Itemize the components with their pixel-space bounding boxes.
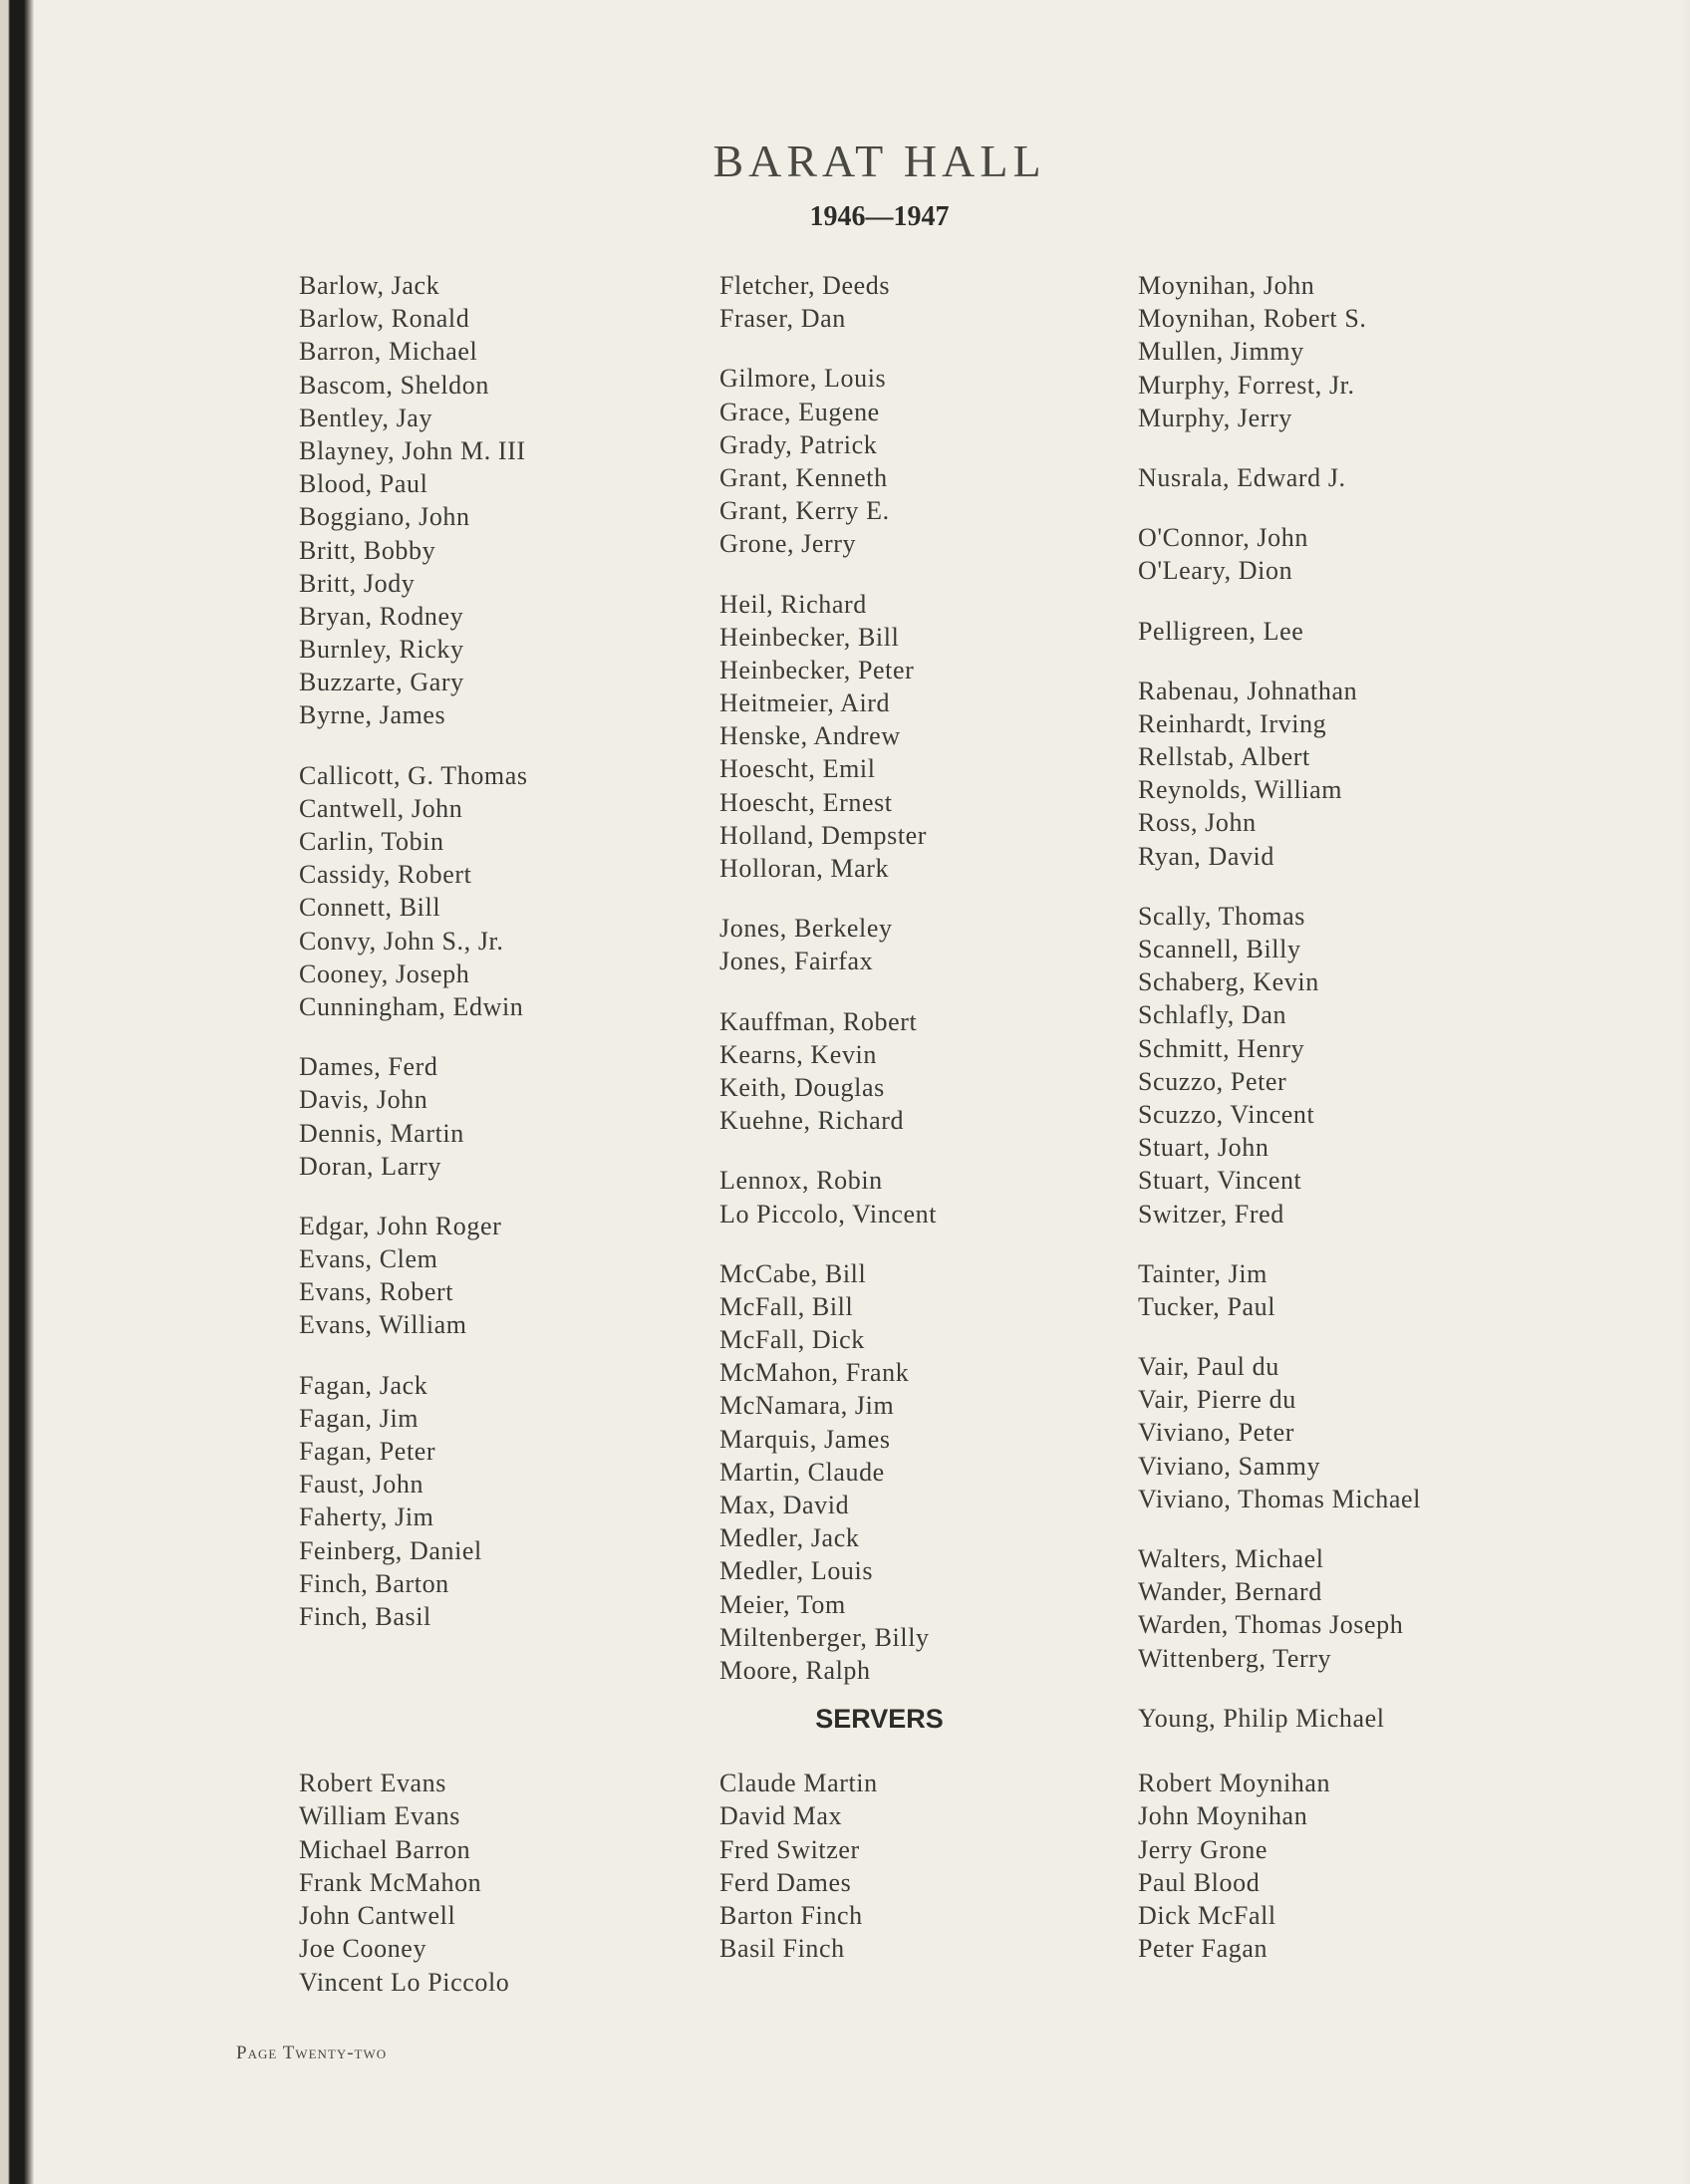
roster-column-1 xyxy=(299,269,528,1660)
roster-name: Pelligreen, Lee xyxy=(1138,616,1304,646)
roster-name: Keith, Douglas xyxy=(719,1072,885,1102)
roster-name: Murphy, Jerry xyxy=(1138,403,1292,432)
roster-name: Wander, Bernard xyxy=(1138,1577,1322,1607)
roster-name: Fraser, Dan xyxy=(719,304,846,334)
roster-name: Evans, Clem xyxy=(299,1244,438,1274)
roster-name: Tucker, Paul xyxy=(1138,1291,1276,1321)
roster-name: Finch, Basil xyxy=(299,1601,431,1631)
roster-name: Tainter, Jim xyxy=(1138,1258,1268,1288)
roster-name: Scuzzo, Peter xyxy=(1138,1066,1287,1096)
server-name: Fred Switzer xyxy=(719,1834,860,1864)
roster-name: Jones, Berkeley xyxy=(719,914,893,944)
roster-name: Lo Piccolo, Vincent xyxy=(719,1199,938,1228)
server-name: Joe Cooney xyxy=(299,1934,427,1964)
roster-name: McMahon, Frank xyxy=(719,1358,910,1388)
roster-name: Gilmore, Louis xyxy=(719,364,887,394)
server-name: William Evans xyxy=(299,1801,460,1831)
server-name: Ferd Dames xyxy=(719,1867,852,1897)
roster-name: Britt, Jody xyxy=(299,568,416,598)
roster-name: Barlow, Ronald xyxy=(299,304,470,334)
name-group xyxy=(719,588,937,886)
name-group xyxy=(719,912,937,977)
roster-name: Dames, Ferd xyxy=(299,1052,438,1082)
server-name: Michael Barron xyxy=(299,1834,471,1864)
roster-name: Heinbecker, Peter xyxy=(719,655,915,684)
roster-name: Convy, John S., Jr. xyxy=(299,926,504,956)
roster-name: Scannell, Billy xyxy=(1138,935,1301,963)
page-number-footer: Page Twenty-two xyxy=(236,2043,388,2063)
roster-name: Hoescht, Ernest xyxy=(719,787,893,817)
servers-column-1 xyxy=(299,1767,509,1999)
servers-heading: SERVERS xyxy=(815,1704,944,1734)
book-binding-edge xyxy=(0,0,34,2184)
roster-name: Faust, John xyxy=(299,1470,424,1500)
roster-name: McFall, Bill xyxy=(719,1291,854,1321)
roster-name: Buzzarte, Gary xyxy=(299,668,464,697)
roster-name: McCabe, Bill xyxy=(719,1258,867,1288)
roster-name: Scally, Thomas xyxy=(1138,901,1305,931)
roster-name: O'Leary, Dion xyxy=(1138,556,1293,586)
roster-name: Ross, John xyxy=(1138,808,1257,838)
servers-column-3 xyxy=(1138,1767,1330,1966)
roster-name: Fagan, Peter xyxy=(299,1437,436,1466)
roster-name: Grant, Kenneth xyxy=(719,462,888,492)
roster-name: Fagan, Jim xyxy=(299,1403,420,1433)
roster-name: Blood, Paul xyxy=(299,469,428,499)
roster-name: Byrne, James xyxy=(299,700,446,730)
roster-name: Switzer, Fred xyxy=(1138,1199,1284,1228)
server-name: Dick McFall xyxy=(1138,1901,1276,1931)
roster-name: Bascom, Sheldon xyxy=(299,370,489,400)
page-subtitle: 1946—1947 xyxy=(809,201,950,232)
roster-name: Medler, Jack xyxy=(719,1523,860,1553)
roster-name: O'Connor, John xyxy=(1138,523,1308,553)
roster-name: Feinberg, Daniel xyxy=(299,1535,482,1565)
name-group xyxy=(299,1369,528,1634)
name-group xyxy=(1138,461,1421,494)
roster-name: Carlin, Tobin xyxy=(299,827,444,856)
server-name: Paul Blood xyxy=(1138,1867,1261,1897)
roster-name: McFall, Dick xyxy=(719,1325,865,1355)
roster-name: Martin, Claude xyxy=(719,1457,885,1487)
roster-name: Cantwell, John xyxy=(299,793,463,823)
roster-column-3 xyxy=(1138,269,1421,1762)
server-name: Claude Martin xyxy=(719,1769,878,1797)
servers-column-2 xyxy=(719,1767,878,1966)
roster-name: Warden, Thomas Joseph xyxy=(1138,1610,1404,1640)
roster-name: Kauffman, Robert xyxy=(719,1006,918,1036)
server-name: Frank McMahon xyxy=(299,1867,482,1897)
roster-name: Britt, Bobby xyxy=(299,535,436,565)
roster-name: Marquis, James xyxy=(719,1424,891,1454)
roster-name: Jones, Fairfax xyxy=(719,947,874,976)
roster-name: Evans, Robert xyxy=(299,1277,454,1307)
roster-name: Moynihan, John xyxy=(1138,271,1315,300)
name-group xyxy=(1138,675,1421,873)
name-group xyxy=(719,269,937,335)
roster-name: Barlow, Jack xyxy=(299,271,440,300)
roster-name: Moynihan, Robert S. xyxy=(1138,304,1367,334)
roster-name: Cooney, Joseph xyxy=(299,958,470,988)
name-group xyxy=(1138,615,1421,648)
roster-name: Faherty, Jim xyxy=(299,1502,434,1532)
roster-name: Grone, Jerry xyxy=(719,529,857,559)
roster-name: Nusrala, Edward J. xyxy=(1138,462,1346,492)
server-name: Robert Moynihan xyxy=(1138,1769,1331,1797)
roster-name: Bryan, Rodney xyxy=(299,601,464,631)
name-group xyxy=(299,269,528,732)
roster-name: Grace, Eugene xyxy=(719,397,880,426)
roster-name: Grady, Patrick xyxy=(719,429,878,459)
roster-name: Scuzzo, Vincent xyxy=(1138,1099,1315,1129)
roster-name: Edgar, John Roger xyxy=(299,1211,502,1240)
roster-name: Viviano, Sammy xyxy=(1138,1451,1321,1481)
roster-name: Meier, Tom xyxy=(719,1589,846,1619)
roster-name: Stuart, John xyxy=(1138,1133,1269,1163)
roster-name: Reynolds, William xyxy=(1138,775,1343,805)
name-group xyxy=(719,1005,937,1138)
roster-name: Fletcher, Deeds xyxy=(719,271,891,300)
roster-name: Cassidy, Robert xyxy=(299,860,472,890)
roster-name: Holloran, Mark xyxy=(719,854,890,883)
roster-name: Holland, Dempster xyxy=(719,820,928,850)
roster-name: Viviano, Thomas Michael xyxy=(1138,1484,1421,1513)
roster-name: Vair, Pierre du xyxy=(1138,1385,1296,1415)
roster-name: Walters, Michael xyxy=(1138,1544,1324,1573)
server-name: Vincent Lo Piccolo xyxy=(299,1967,510,1997)
server-name: John Moynihan xyxy=(1138,1801,1308,1831)
roster-name: Moore, Ralph xyxy=(719,1655,871,1685)
roster-name: Heinbecker, Bill xyxy=(719,622,900,652)
roster-name: Vair, Paul du xyxy=(1138,1352,1279,1382)
server-name: Basil Finch xyxy=(719,1934,845,1964)
roster-name: Connett, Bill xyxy=(299,893,441,923)
server-name: David Max xyxy=(719,1801,843,1831)
roster-name: Murphy, Forrest, Jr. xyxy=(1138,370,1355,400)
roster-name: Stuart, Vincent xyxy=(1138,1166,1302,1196)
roster-name: Boggiano, John xyxy=(299,502,470,532)
roster-name: Max, David xyxy=(719,1491,850,1519)
roster-name: Lennox, Robin xyxy=(719,1166,883,1196)
roster-name: Kearns, Kevin xyxy=(719,1039,877,1069)
roster-name: Grant, Kerry E. xyxy=(719,496,890,526)
roster-name: Kuehne, Richard xyxy=(719,1106,905,1136)
roster-name: Doran, Larry xyxy=(299,1151,441,1181)
roster-name: Mullen, Jimmy xyxy=(1138,337,1304,367)
roster-name: Wittenberg, Terry xyxy=(1138,1643,1332,1673)
roster-name: Young, Philip Michael xyxy=(1138,1703,1385,1733)
roster-name: Dennis, Martin xyxy=(299,1118,464,1148)
roster-name: Heil, Richard xyxy=(719,589,867,619)
roster-name: Cunningham, Edwin xyxy=(299,991,524,1021)
name-group xyxy=(1138,521,1421,587)
roster-name: Evans, William xyxy=(299,1310,467,1340)
name-group xyxy=(299,759,528,1024)
name-group xyxy=(719,1164,937,1229)
roster-name: Schaberg, Kevin xyxy=(1138,967,1319,997)
server-name: Jerry Grone xyxy=(1138,1834,1268,1864)
roster-name: McNamara, Jim xyxy=(719,1391,895,1421)
roster-name: Blayney, John M. III xyxy=(299,435,526,465)
roster-name: Callicott, G. Thomas xyxy=(299,760,528,790)
roster-name: Rellstab, Albert xyxy=(1138,742,1310,772)
name-group xyxy=(1138,1542,1421,1675)
roster-name: Finch, Barton xyxy=(299,1568,449,1598)
roster-name: Davis, John xyxy=(299,1085,428,1115)
roster-name: Miltenberger, Billy xyxy=(719,1622,930,1652)
roster-name: Reinhardt, Irving xyxy=(1138,708,1327,738)
server-name: Robert Evans xyxy=(299,1769,447,1797)
roster-name: Fagan, Jack xyxy=(299,1370,428,1400)
roster-name: Schmitt, Henry xyxy=(1138,1033,1305,1063)
page-edge xyxy=(1682,0,1690,2184)
roster-name: Viviano, Peter xyxy=(1138,1418,1295,1448)
name-group xyxy=(1138,900,1421,1230)
roster-name: Bentley, Jay xyxy=(299,403,433,432)
name-group xyxy=(1138,1257,1421,1323)
name-group xyxy=(1138,1350,1421,1515)
name-group xyxy=(719,362,937,560)
name-group xyxy=(299,1210,528,1342)
roster-name: Ryan, David xyxy=(1138,841,1274,871)
roster-column-2 xyxy=(719,269,937,1714)
roster-name: Heitmeier, Aird xyxy=(719,688,891,718)
name-group xyxy=(719,1257,937,1687)
page-title: BARAT HALL xyxy=(712,136,1046,186)
server-name: Peter Fagan xyxy=(1138,1934,1268,1964)
roster-name: Barron, Michael xyxy=(299,337,478,367)
server-name: Barton Finch xyxy=(719,1901,863,1931)
roster-name: Schlafly, Dan xyxy=(1138,1000,1287,1030)
roster-name: Medler, Louis xyxy=(719,1556,874,1586)
roster-name: Henske, Andrew xyxy=(719,721,901,751)
roster-name: Burnley, Ricky xyxy=(299,635,464,665)
roster-name: Hoescht, Emil xyxy=(719,754,876,784)
name-group xyxy=(299,1050,528,1183)
roster-name: Rabenau, Johnathan xyxy=(1138,676,1358,705)
server-name: John Cantwell xyxy=(299,1901,456,1931)
name-group xyxy=(1138,269,1421,434)
